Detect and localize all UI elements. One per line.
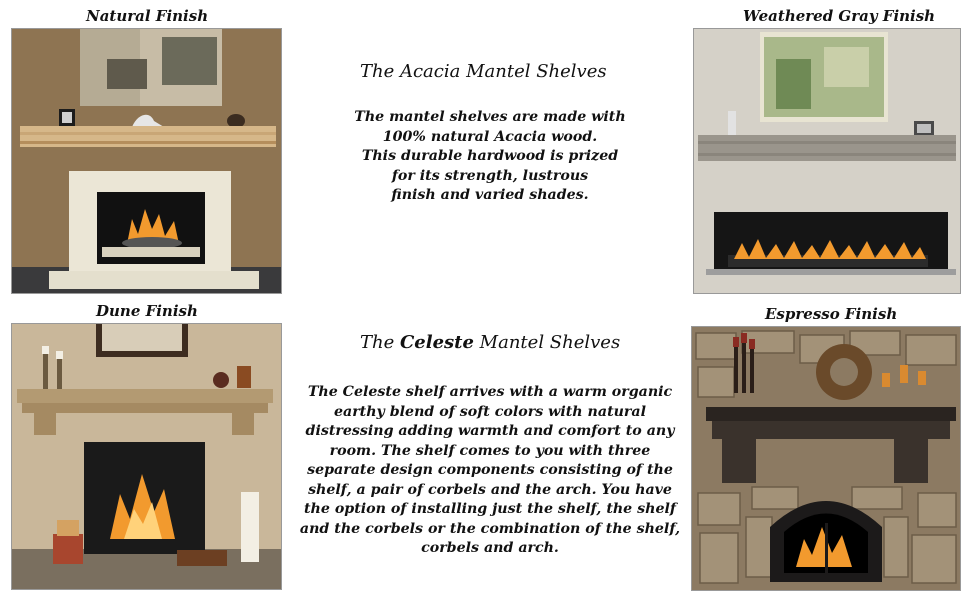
acacia-description — [330, 108, 650, 206]
celeste-title-suffix: Mantel Shelves — [473, 332, 621, 353]
celeste-line: earthy blend of soft colors with natural — [333, 403, 646, 420]
acacia-line: 100% natural Acacia wood. — [382, 128, 598, 145]
celeste-line: the option of installing just the shelf, the shelf — [304, 501, 676, 517]
natural-finish-photo — [11, 28, 282, 294]
celeste-title-name: Celeste — [399, 332, 474, 353]
celeste-title — [360, 332, 620, 353]
celeste-description — [290, 383, 690, 559]
acacia-line: This durable hardwood is prized — [361, 148, 619, 164]
acacia-title: The Acacia Mantel Shelves — [360, 61, 607, 82]
celeste-line: and the corbels or the combination of the shelf, — [299, 520, 681, 537]
celeste-line: separate design components consisting of the — [307, 462, 673, 478]
celeste-line: room. The shelf comes to you with three — [329, 442, 651, 459]
caption-weathered-gray-finish: Weathered Gray Finish — [743, 7, 936, 25]
caption-espresso-finish: Espresso Finish — [765, 305, 898, 323]
caption-natural-finish: Natural Finish — [86, 7, 209, 25]
celeste-line: corbels and arch. — [421, 540, 559, 556]
espresso-finish-photo — [691, 326, 961, 591]
weathered-gray-finish-photo — [693, 28, 961, 294]
caption-dune-finish: Dune Finish — [96, 302, 198, 320]
acacia-line: The mantel shelves are made with — [354, 109, 626, 125]
celeste-line: distressing adding warmth and comfort to any — [305, 423, 675, 439]
acacia-line: finish and varied shades. — [391, 187, 589, 203]
dune-finish-photo — [11, 323, 282, 590]
acacia-line: for its strength, lustrous — [391, 167, 589, 184]
celeste-title-prefix: The — [360, 332, 400, 353]
celeste-line: The Celeste shelf arrives with a warm organic — [307, 384, 673, 400]
celeste-line: shelf, a pair of corbels and the arch. You have — [308, 481, 672, 498]
